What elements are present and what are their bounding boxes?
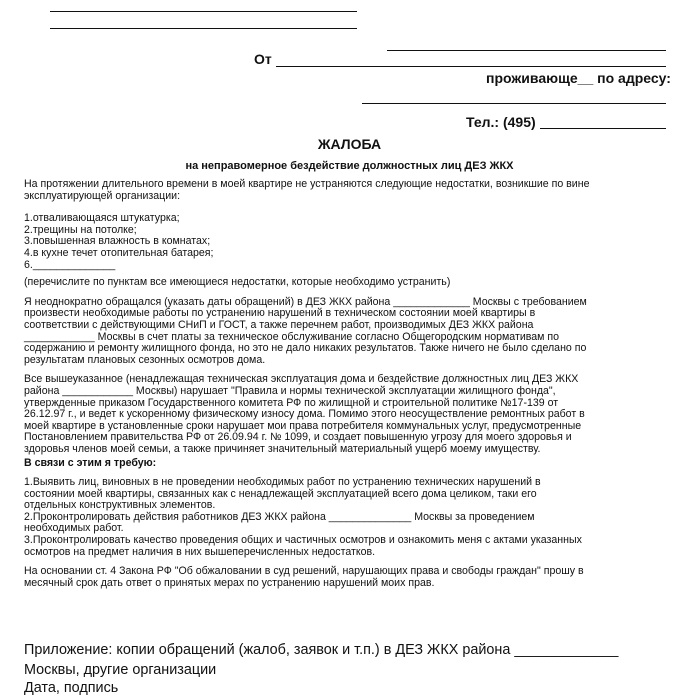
defect-item: 1.отваливающаяся штукатурка; — [24, 212, 180, 225]
paragraph-line: Постановлением правительства РФ от 26.09.94 г. № 1099, и создает повышенную угрозу для моего здоровья и — [24, 431, 572, 444]
attachment-line: Приложение: копии обращений (жалоб, заявок и т.п.) в ДЕЗ ЖКХ района _____________ — [24, 642, 619, 658]
paragraph-line: 26.12.97 г., и ведет к ускоренному физическому износу дома. Помимо этого неосуществление ремонтных работ в — [24, 408, 585, 421]
defect-item: 4.в кухне течет отопительная батарея; — [24, 246, 214, 259]
defect-item: 2.трещины на потолке; — [24, 223, 137, 236]
paragraph-line: Все вышеуказанное (ненадлежащая техническая эксплуатация дома и бездействие должностных лиц ДЕЗ ЖКХ — [24, 373, 579, 386]
paragraph-line: содержанию и ремонту жилищного фонда, но это не дало никаких результатов. Также ничего не было сделано по — [24, 342, 587, 355]
paragraph-line: здоровья членов моей семьи, а также причиняет значительный материальный ущерб моему имуществу. — [24, 442, 541, 455]
demand-line: 1.Выявить лиц, виновных в не проведении необходимых работ по устранению технических нарушений в — [24, 476, 541, 489]
complaint-body — [24, 179, 692, 589]
blank-line — [50, 11, 357, 12]
page-title: ЖАЛОБА — [317, 136, 382, 152]
defect-item: 6.______________ — [24, 258, 116, 271]
demand-line: отдельных конструктивных элементов. — [24, 499, 216, 512]
demand-line: 2.Проконтролировать действия работников ДЕЗ ЖКХ района ______________ Москвы за проведением — [24, 510, 535, 523]
blank-line — [50, 28, 357, 29]
paragraph-line: соответствии с действующими СНиП и ГОСТ, а также перечнем работ, производимых ДЕЗ ЖКХ района — [24, 318, 534, 331]
signature-label: Дата, подпись — [24, 680, 119, 696]
demand-line: состоянии моей квартиры, связанных как с ненадлежащей эксплуатацией всего дома целиком, таки его — [24, 487, 537, 500]
attachment — [24, 641, 618, 680]
paragraph-line: района ____________ Москвы) нарушает "Правила и нормы технической эксплуатации жилищного фонда", — [24, 384, 556, 397]
defect-item: 3.повышенная влажность в комнатах; — [24, 235, 211, 248]
paragraph-line: произвести необходимые работы по устранению нарушений в техническом состоянии моей квартиры в — [24, 307, 536, 320]
phone-label: Тел.: (495) — [466, 114, 536, 130]
paragraph-line: результатам плановых сезонных осмотров дома. — [24, 353, 266, 366]
from-line — [276, 66, 666, 67]
note: (перечислите по пунктам все имеющиеся недостатки, которые необходимо устранить) — [24, 276, 451, 289]
intro-line: На протяжении длительного времени в моей квартире не устраняются следующие недостатки, возникшие по вине — [24, 178, 590, 190]
demand-line: осмотров на предмет наличия в них вышеперечисленных недостатков. — [24, 545, 376, 558]
paragraph-line: На основании ст. 4 Закона РФ "Об обжаловании в суд решений, нарушающих права и свободы граждан" прошу в — [24, 565, 584, 578]
intro-line: эксплуатирующей организации: — [24, 189, 181, 202]
paragraph-line: ____________ Москвы в счет платы за техническое обслуживание согласно Общегородским нормативам по — [24, 330, 559, 343]
demand-line: необходимых работ. — [24, 522, 124, 535]
attachment-line: Москвы, другие организации — [24, 661, 217, 678]
page-subtitle: на неправомерное бездействие должностных лиц ДЕЗ ЖКХ — [185, 160, 514, 172]
paragraph-line: Я неоднократно обращался (указать даты обращений) в ДЕЗ ЖКХ района _____________ Москвы с требованием — [24, 295, 587, 308]
blank-line — [387, 50, 666, 51]
address-line — [362, 103, 666, 104]
paragraph-line: месячный срок дать ответ о принятых мерах по устранению нарушений моих прав. — [24, 576, 435, 589]
paragraph-line: моей квартире в установленные сроки нарушает мои права потребителя коммунальных услуг, предусмотренные — [24, 419, 582, 432]
residing-label: проживающе__ по адресу: — [486, 70, 671, 86]
from-label: От — [254, 51, 272, 67]
paragraph-line: утвержденные приказом Государственного комитета РФ по жилищной и строительной политике №17-139 от — [24, 396, 559, 409]
phone-line — [540, 128, 666, 129]
demand-line: 3.Проконтролировать качество проведения общих и частичных осмотров и ознакомить меня с актами указанных — [24, 534, 582, 547]
demand-heading: В связи с этим я требую: — [24, 457, 157, 470]
